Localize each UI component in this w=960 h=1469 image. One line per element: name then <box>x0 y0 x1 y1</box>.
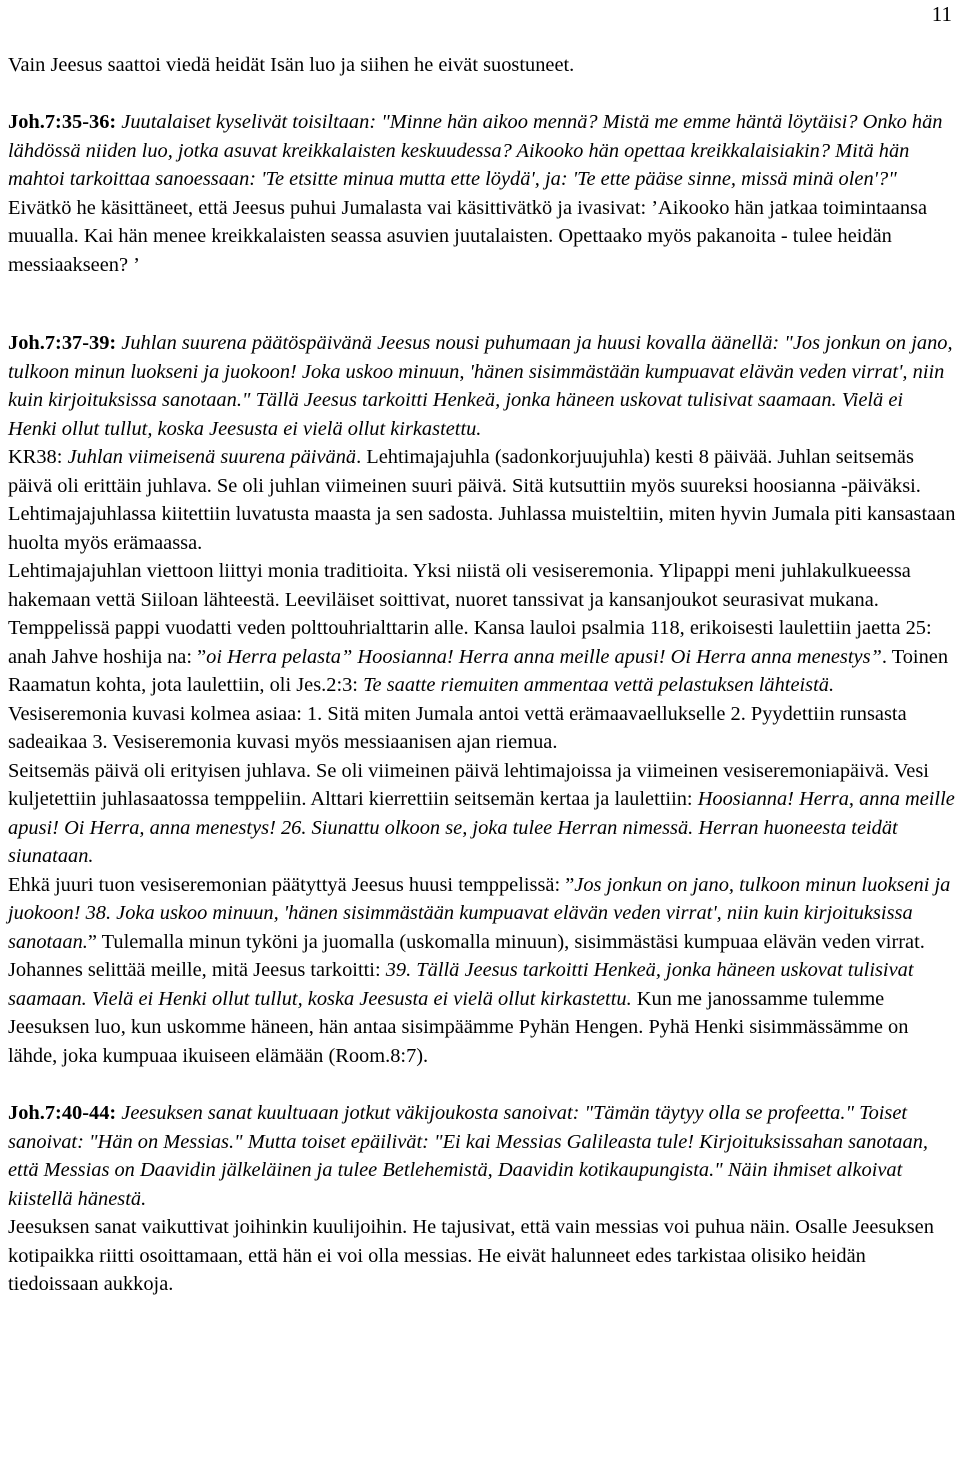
paragraph <box>8 700 956 757</box>
paragraph <box>8 194 956 280</box>
body-text: Kun me janossamme tulemme Jeesuksen luo, kun uskomme häneen, hän antaa sisimpäämme Pyhän Hengen. Pyhä Henki sisimmässämme on lähde, joka kumpuaa ikuiseen elämään (Room.8:7). <box>8 987 909 1067</box>
body-text: Seitsemäs päivä oli erityisen juhlava. Se oli viimeinen päivä lehtimajoissa ja viimeinen vesiseremoniapäivä. Vesi kuljetettiin juhlasaatossa temppeliin. Alttari kierrettiin seitsemän kertaa ja laulettiin: <box>8 759 929 810</box>
verse-reference: Joh.7:35-36: <box>8 111 122 133</box>
paragraph <box>8 443 956 500</box>
paragraph <box>8 1213 956 1299</box>
verse-reference: Joh.7:37-39: <box>8 332 122 354</box>
body-text: Eivätkö he käsittäneet, että Jeesus puhui Jumalasta vai käsittivätkö ja ivasivat: ’Aikooko hän jatkaa toimintaansa muualla. Kai hän menee kreikkalaisten seassa asuvien juutalaisten. Opettaako myös pakanoita - tulee heidän messiaakseen? ’ <box>8 196 928 276</box>
quoted-text: Juhlan suurena päätöspäivänä Jeesus nousi puhumaan ja huusi kovalla äänellä: "Jos jonkun on jano, tulkoon minun luokseni ja juokoon! Joka uskoo minuun, 'hänen sisimmästään kumpuavat elävän veden virrat', niin kuin kirjoituksissa sanotaan." Tällä Jeesus tarkoitti Henkeä, jonka häneen uskovat tulisivat saamaan. Vielä ei Henki ollut tullut, koska Jeesusta ei vielä ollut kirkastettu. <box>8 332 953 440</box>
quoted-text: Hoosianna! Herra, anna meille apusi! Oi Herra, anna menestys! 26. Siunattu olkoon se, joka tulee Herran nimessä. Herran huoneesta teidät siunataan. <box>8 788 955 867</box>
body-text: Jeesuksen sanat vaikuttivat joihinkin kuulijoihin. He tajusivat, että vain messias voi puhua näin. Osalle Jeesuksen kotipaikka riitti osoittamaan, että hän ei voi olla messias. He eivät halunneet edes tarkistaa olisiko heidän tiedoissaan aukkoja. <box>8 1216 934 1295</box>
body-text: KR38: <box>8 446 68 468</box>
quoted-text: oi Herra pelasta” Hoosianna! Herra anna meille apusi! Oi Herra anna menestys” <box>206 645 882 668</box>
paragraph <box>8 51 956 80</box>
body-text: Vain Jeesus saattoi viedä heidät Isän luo ja siihen he eivät suostuneet. <box>8 54 575 76</box>
paragraph <box>8 871 956 957</box>
body-text: . Toinen Raamatun kohta, jota laulettiin, oli Jes.2:3: <box>8 645 949 696</box>
quoted-text: Juutalaiset kyselivät toisiltaan: "Minne hän aikoo mennä? Mistä me emme häntä löytäisi? Onko hän lähdössä niiden luo, jotka asuvat kreikkalaisten keskuudessa? Aikooko hän opettaa kreikkalaisiakin? Mitä hän mahtoi tarkoittaa sanoessaan: 'Te etsitte minua mutta ette löydä', ja: 'Te ette pääse sinne, missä minä olen'?" <box>8 111 943 190</box>
paragraph <box>8 108 956 194</box>
paragraph <box>8 557 956 700</box>
quoted-text: Jos jonkun on jano, tulkoon minun luokseni ja juokoon! 38. Joka uskoo minuun, 'hänen sisimmästään kumpuavat elävän veden virrat', niin kuin kirjoituksissa sanotaan. <box>8 873 951 953</box>
verse-reference: Joh.7:40-44: <box>8 1102 122 1124</box>
quoted-text: Te saatte riemuiten ammentaa vettä pelastuksen lähteistä. <box>363 674 835 696</box>
body-text: . Lehtimajajuhla (sadonkorjuujuhla) kesti 8 päivää. Juhlan seitsemäs päivä oli erittäin juhlava. Se oli juhlan viimeinen suuri päivä. Sitä kutsuttiin myös suureksi hoosianna -päiväksi. <box>8 446 921 497</box>
body-text: ” Tulemalla minun tyköni ja juomalla (uskomalla minuun), sisimmästäsi kumpuaa elävän veden virrat. <box>87 930 925 953</box>
paragraph <box>8 956 956 1070</box>
paragraph <box>8 1099 956 1213</box>
body-text: Ehkä juuri tuon vesiseremonian päätyttyä Jeesus huusi temppelissä: ” <box>8 873 575 896</box>
quoted-text: Juhlan viimeisenä suurena päivänä <box>67 446 357 468</box>
body-text: Lehtimajajuhlan viettoon liittyi monia traditioita. Yksi niistä oli vesiseremonia. Ylipappi meni juhlakulkueessa hakemaan vettä Siiloan lähteestä. Leeviläiset soittivat, nuoret tanssivat ja kansanjoukot seurasivat mukana. Temppelissä pappi vuodatti veden polttouhrialttarin alle. Kansa lauloi psalmia 118, erikoisesti laulettiin jaetta 25: anah Jahve hoshija na: ” <box>8 560 932 668</box>
body-text: Johannes selittää meille, mitä Jeesus tarkoitti: <box>8 959 386 981</box>
paragraph <box>8 500 956 557</box>
page-body <box>8 51 956 1299</box>
page-number: 11 <box>931 2 952 26</box>
body-text: Vesiseremonia kuvasi kolmea asiaa: 1. Sitä miten Jumala antoi vettä erämaavaellukselle 2. Pyydettiin runsasta sadeaikaa 3. Vesiseremonia kuvasi myös messiaanisen ajan riemua. <box>8 702 907 753</box>
paragraph <box>8 757 956 871</box>
quoted-text: 39. Tällä Jeesus tarkoitti Henkeä, jonka häneen uskovat tulisivat saamaan. Vielä ei Henki ollut tullut, koska Jeesusta ei vielä ollut kirkastettu. <box>8 959 914 1010</box>
quoted-text: Jeesuksen sanat kuultuaan jotkut väkijoukosta sanoivat: "Tämän täytyy olla se profeetta." Toiset sanoivat: "Hän on Messias." Mutta toiset epäilivät: "Ei kai Messias Galileasta tule! Kirjoituksissahan sanotaan, että Messias on Daavidin jälkeläinen ja tulee Betlehemistä, Daavidin kotikaupungista." Näin ihmiset alkoivat kiistellä hänestä. <box>8 1102 928 1210</box>
paragraph <box>8 329 956 443</box>
body-text: Lehtimajajuhlassa kiitettiin luvatusta maasta ja sen sadosta. Juhlassa muisteltiin, miten hyvin Jumala piti kansastaan huolta myös erämaassa. <box>8 503 956 554</box>
